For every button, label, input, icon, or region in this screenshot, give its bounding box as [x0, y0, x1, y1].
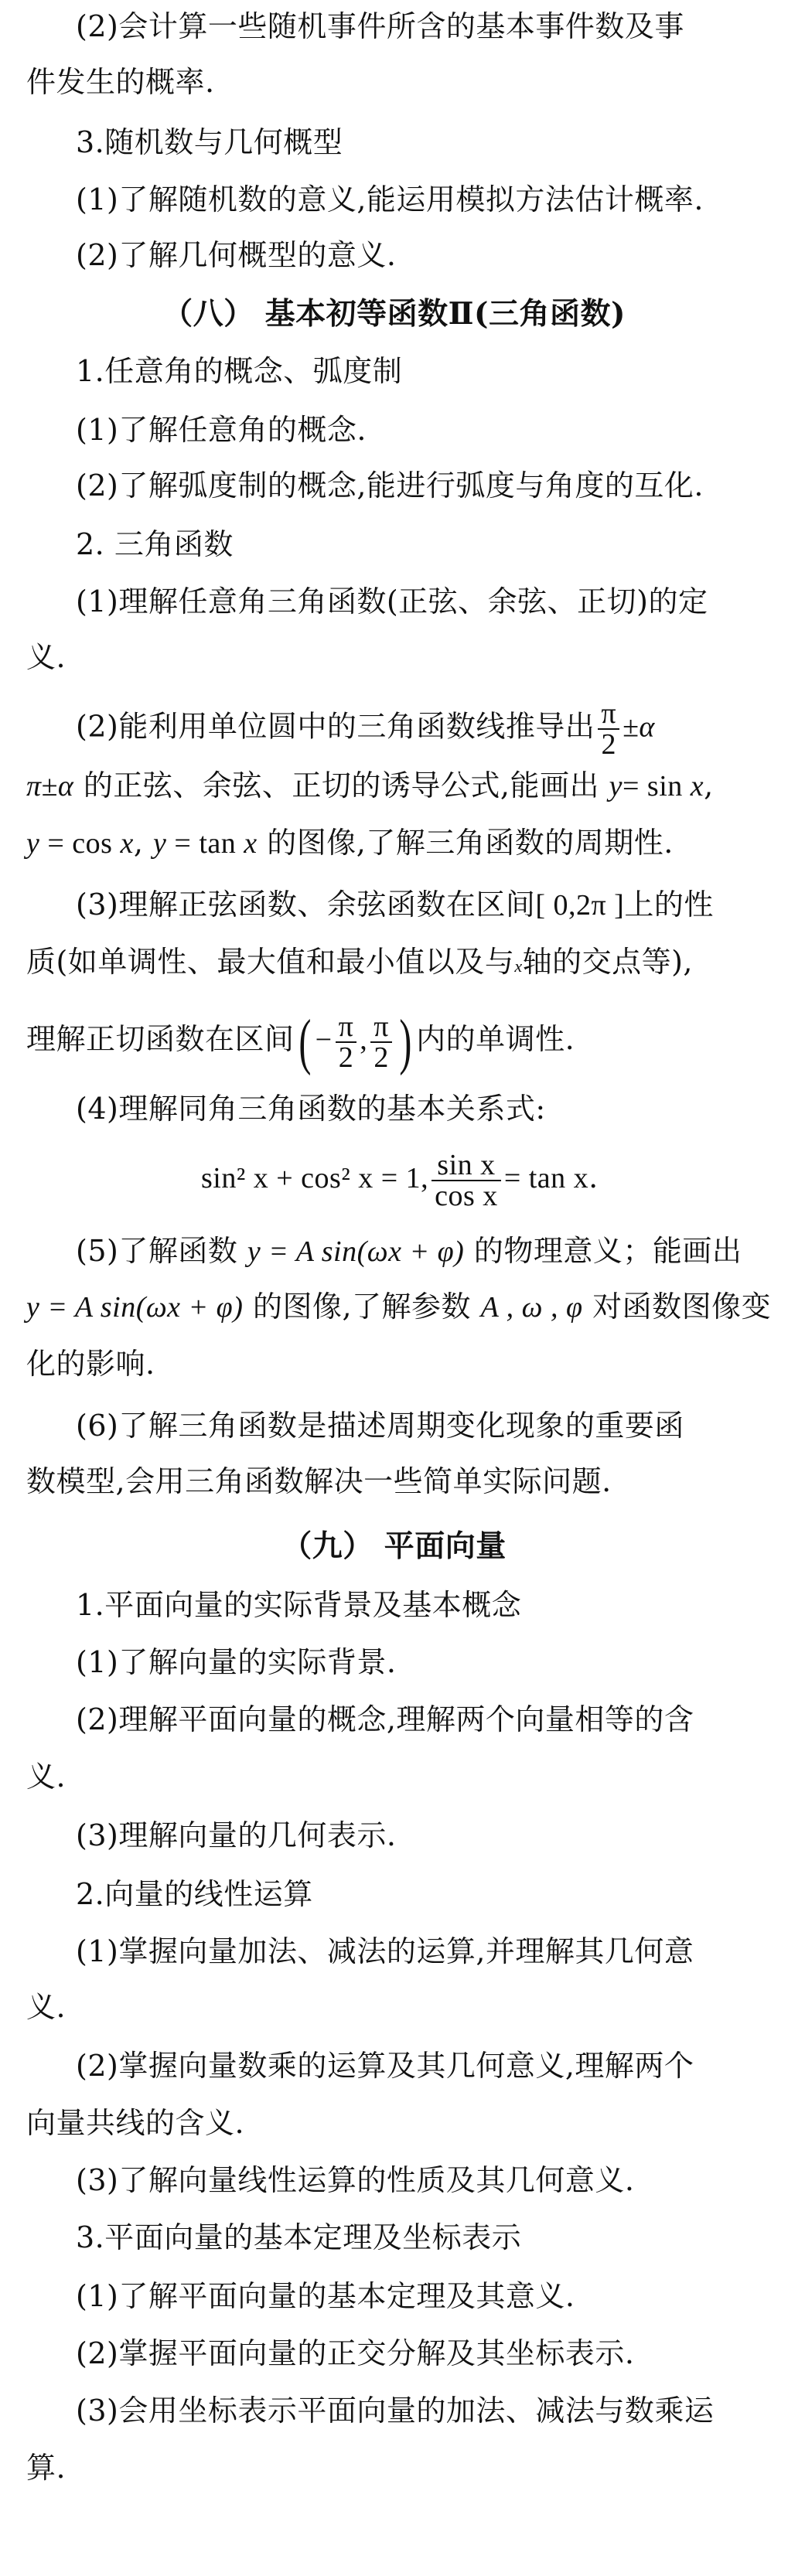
text-line: 义.: [26, 640, 67, 674]
fraction-denominator: 2: [374, 1041, 389, 1074]
formula: = tan x: [503, 1162, 589, 1194]
text-line: [26, 767, 773, 805]
formula: = cos: [39, 827, 121, 860]
formula: A , ω , φ: [480, 1291, 583, 1324]
formula: π±α: [26, 770, 74, 802]
text-line: [76, 699, 773, 759]
text-line: (1)理解任意角三角函数(正弦、余弦、正切)的定: [76, 584, 708, 618]
text-line: 1.平面向量的实际背景及基本概念: [76, 1588, 522, 1622]
fraction-numerator: π: [336, 1012, 357, 1043]
line-text: (5)了解函数: [76, 1234, 247, 1268]
fraction-pi-over-2: [370, 1012, 392, 1072]
text-line: (1)了解任意角的概念.: [76, 413, 367, 447]
formula-interval: [ 0,2π ]: [535, 889, 625, 922]
line-text: 上的性: [624, 888, 714, 922]
line-text: 对函数图像变: [582, 1290, 772, 1324]
text-line: (2)了解弧度制的概念,能进行弧度与角度的互化.: [76, 469, 704, 503]
text-line: (3)会用坐标表示平面向量的加法、减法与数乘运: [76, 2394, 715, 2428]
text-line: [76, 886, 773, 924]
line-text: 的图像,了解参数: [243, 1290, 481, 1324]
text-line: 3.随机数与几何概型: [76, 125, 343, 159]
formula-var: x: [514, 956, 523, 976]
formula: = sin: [622, 770, 691, 802]
text-line: 3.平面向量的基本定理及坐标表示: [76, 2220, 522, 2254]
text-line: (2)理解平面向量的概念,理解两个向量相等的含: [76, 1702, 694, 1736]
fraction-sin-over-cos: [432, 1150, 501, 1211]
fraction-numerator: π: [370, 1012, 392, 1043]
formula-paren: (: [298, 1007, 312, 1076]
formula-var: x: [690, 770, 704, 802]
text-line: (3)了解向量线性运算的性质及其几何意义.: [76, 2163, 635, 2197]
text-line: 2.向量的线性运算: [76, 1877, 313, 1911]
formula: −: [315, 1024, 333, 1056]
fraction-denominator: 2: [338, 1041, 354, 1074]
text-line: 数模型,会用三角函数解决一些简单实际问题.: [26, 1464, 612, 1498]
formula: = tan: [166, 827, 244, 860]
line-text: 理解正切函数在区间: [26, 1022, 295, 1056]
text-line: (1)了解随机数的意义,能运用模拟方法估计概率.: [76, 182, 704, 216]
formula: y = A sin(ωx + φ): [26, 1291, 244, 1324]
section-heading: （八） 基本初等函数Ⅱ(三角函数): [162, 296, 626, 332]
formula-paren: ): [399, 1007, 412, 1076]
formula-var: y: [153, 827, 167, 860]
fraction-pi-over-2: [336, 1012, 357, 1072]
line-text: 的正弦、余弦、正切的诱导公式,能画出: [73, 768, 609, 802]
line-text: 的图像,了解三角函数的周期性.: [257, 826, 674, 860]
line-text: .: [588, 1160, 599, 1194]
text-line: 1.任意角的概念、弧度制: [76, 354, 403, 388]
text-line: (3)理解向量的几何表示.: [76, 1818, 397, 1852]
text-line: [76, 1232, 773, 1270]
line-text: ,: [704, 768, 714, 802]
formula: ,: [360, 1024, 368, 1056]
text-line: (4)理解同角三角函数的基本关系式:: [76, 1092, 546, 1126]
fraction-numerator: sin x: [432, 1150, 501, 1181]
text-line: 算.: [26, 2451, 67, 2485]
text-line: (1)了解平面向量的基本定理及其意义.: [76, 2279, 575, 2313]
formula-var: x: [244, 827, 258, 860]
text-line: [26, 943, 773, 985]
text-line: 2. 三角函数: [76, 527, 234, 561]
fraction-numerator: π: [598, 699, 619, 730]
formula-var: x: [120, 827, 134, 860]
fraction-pi-over-2: [598, 699, 619, 759]
text-line: (6)了解三角函数是描述周期变化现象的重要函: [76, 1409, 684, 1443]
line-text: (2)能利用单位圆中的三角函数线推导出: [76, 709, 595, 744]
line-text: ,: [133, 826, 154, 860]
text-line: (1)了解向量的实际背景.: [76, 1645, 397, 1679]
text-line: (1)掌握向量加法、减法的运算,并理解其几何意: [76, 1934, 694, 1968]
line-text: 内的单调性.: [416, 1022, 575, 1056]
line-text: 质(如单调性、最大值和最小值以及与: [26, 945, 515, 979]
text-line: 向量共线的含义.: [26, 2106, 245, 2140]
text-line: 义.: [26, 1760, 67, 1794]
line-text: (3)理解正弦函数、余弦函数在区间: [76, 888, 536, 922]
text-line: (2)了解几何概型的意义.: [76, 238, 397, 272]
line-text: 轴的交点等),: [522, 945, 693, 979]
text-line: [26, 1002, 773, 1077]
formula-line: [201, 1143, 773, 1213]
formula-var: y: [609, 770, 623, 802]
formula-var: y: [26, 827, 40, 860]
text-line: 化的影响.: [26, 1347, 155, 1381]
formula: y = A sin(ωx + φ): [247, 1235, 465, 1268]
text-line: 义.: [26, 1990, 67, 2024]
text-line: [26, 1288, 773, 1326]
fraction-denominator: cos x: [435, 1179, 498, 1212]
formula: sin² x + cos² x = 1,: [201, 1162, 429, 1194]
fraction-denominator: 2: [601, 728, 616, 761]
text-line: [26, 824, 773, 862]
line-text: 的物理意义；能画出: [464, 1234, 742, 1268]
formula: ±α: [623, 710, 655, 744]
text-line: (2)掌握向量数乘的运算及其几何意义,理解两个: [76, 2049, 694, 2083]
section-heading: （九） 平面向量: [281, 1528, 507, 1564]
text-line: (2)掌握平面向量的正交分解及其坐标表示.: [76, 2336, 635, 2370]
text-line: (2)会计算一些随机事件所含的基本事件数及事: [76, 9, 684, 43]
text-line: 件发生的概率.: [26, 65, 215, 99]
